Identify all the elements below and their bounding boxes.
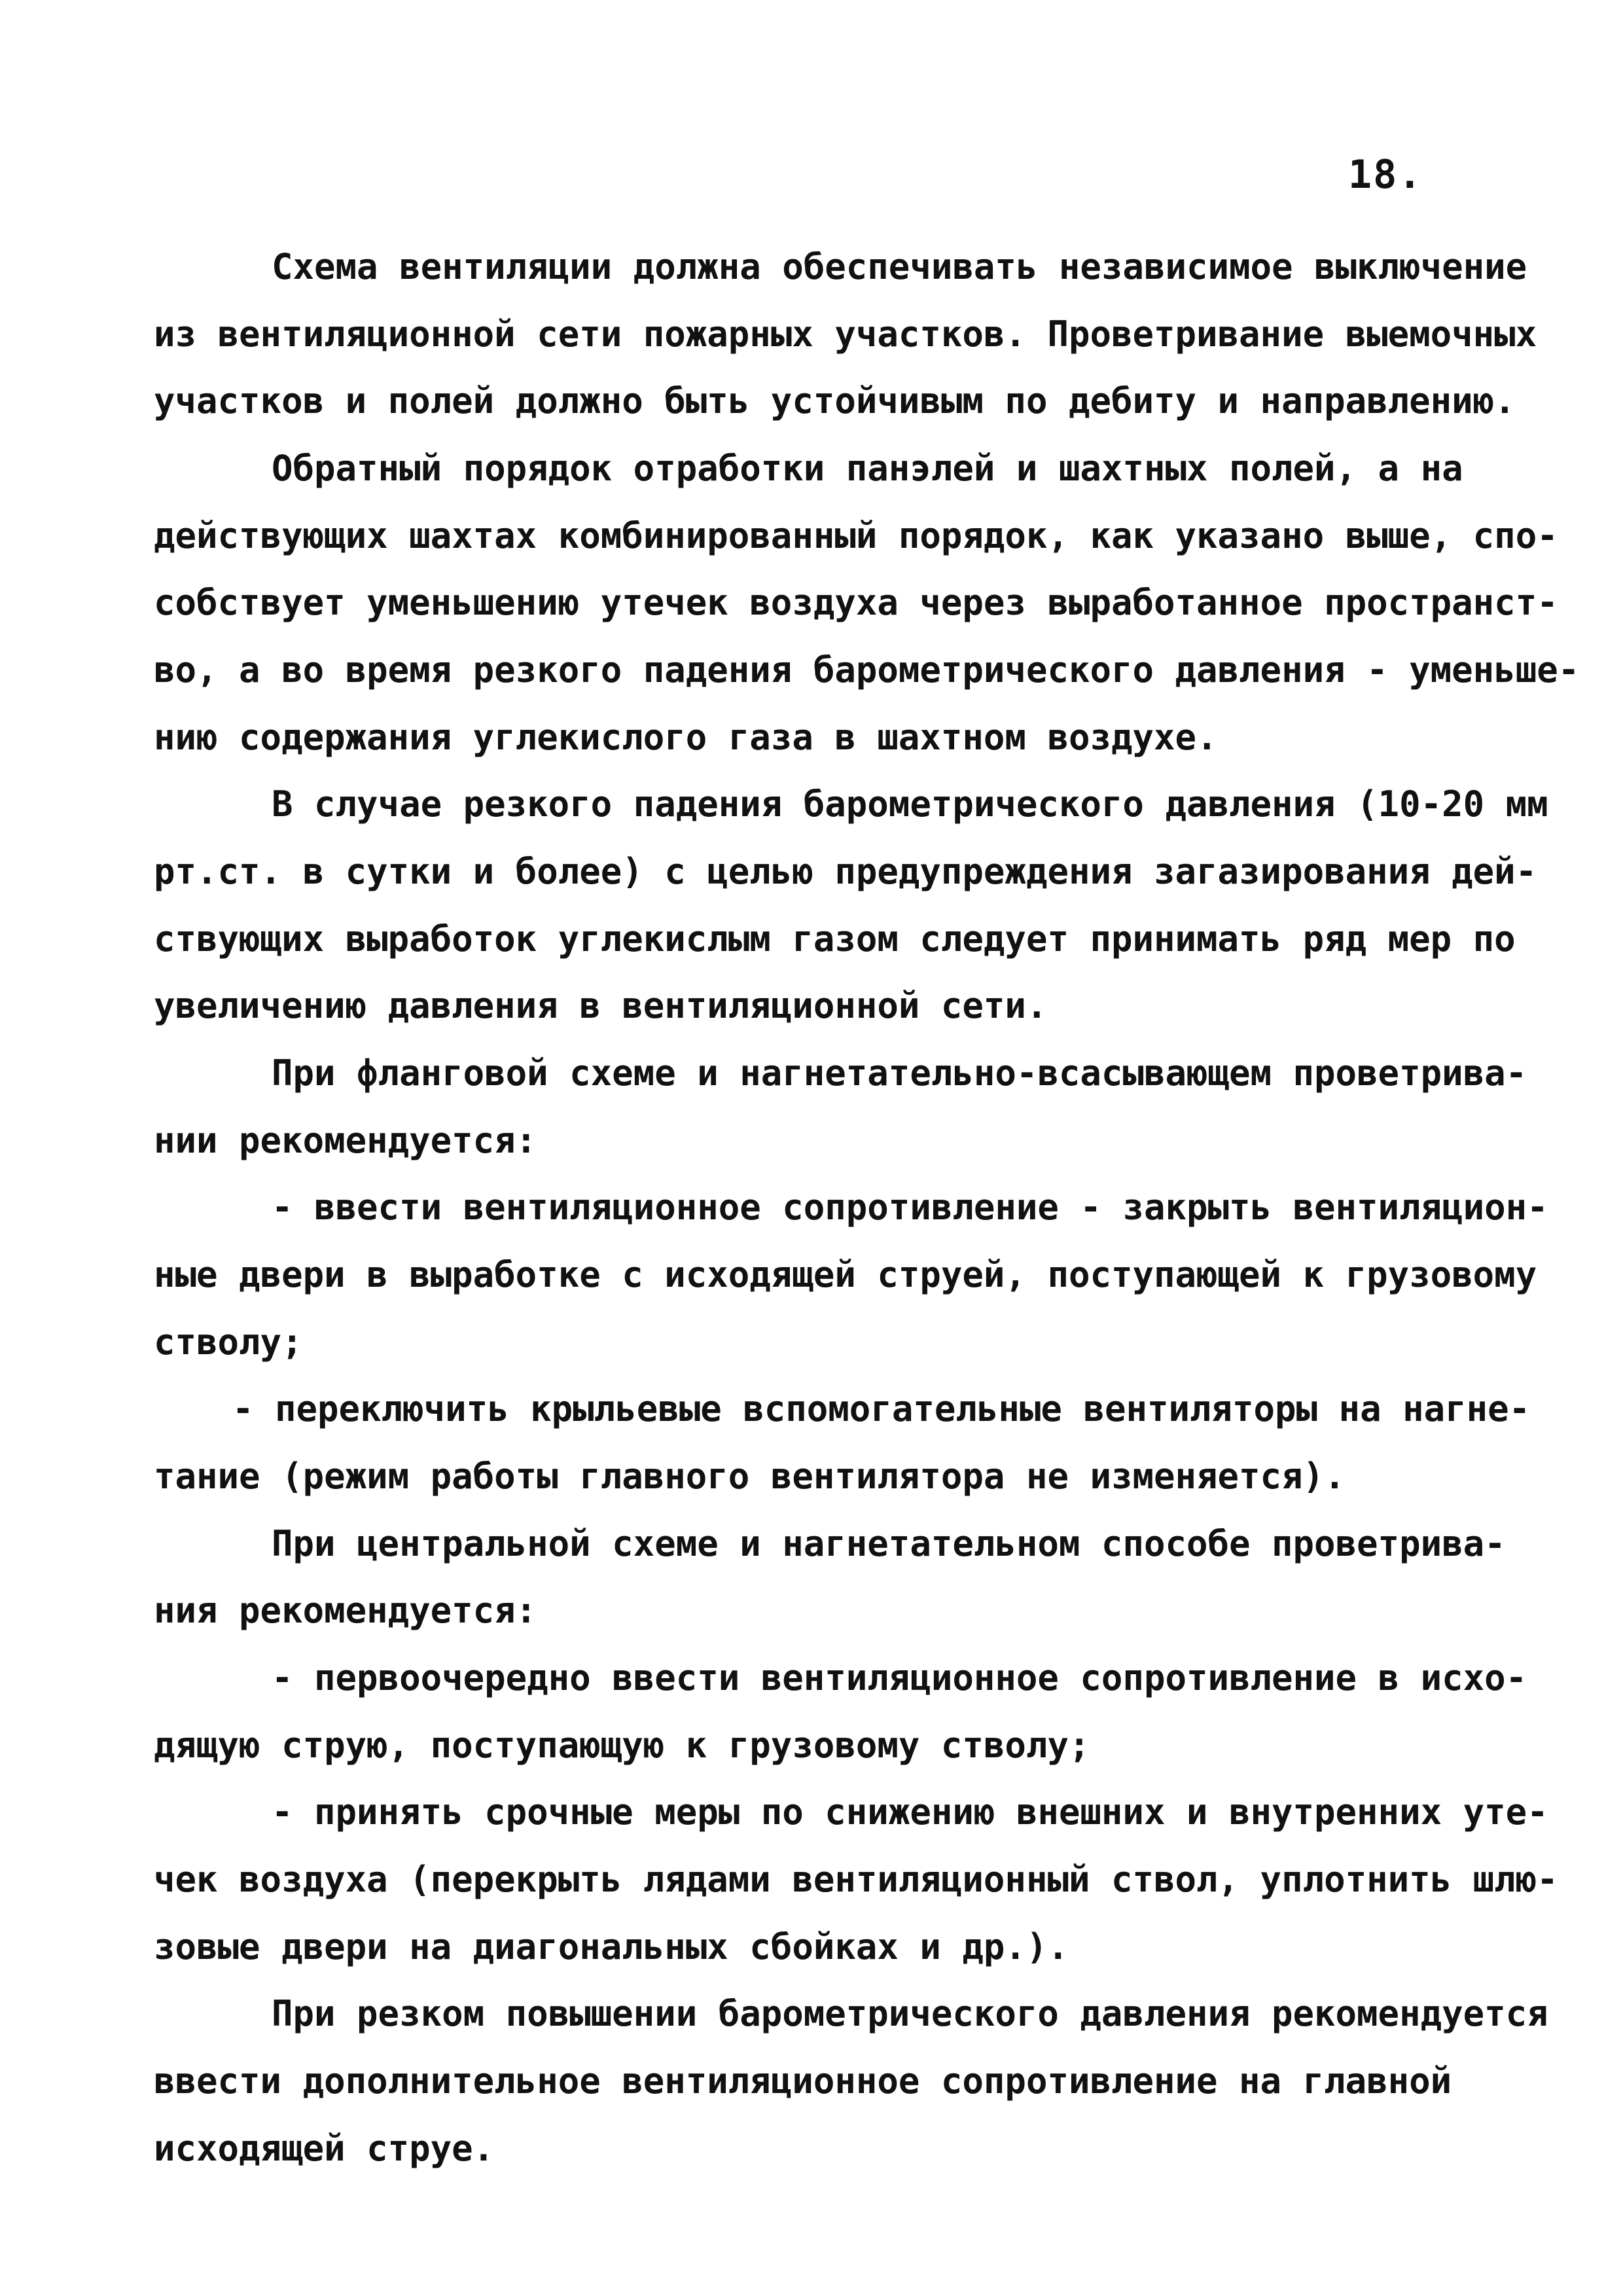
page-number: 18. [1348, 152, 1423, 198]
text-line: При центральной схеме и нагнетательном способе проветрива- [272, 1523, 1506, 1564]
text-line: дящую струю, поступающую к грузовому стволу; [154, 1725, 1090, 1766]
text-line: При резком повышении барометрического давления рекомендуется [272, 1993, 1548, 2034]
text-line: тание (режим работы главного вентилятора не изменяется). [154, 1456, 1346, 1497]
text-line: ввести дополнительное вентиляционное сопротивление на главной [154, 2060, 1452, 2102]
text-line: Обратный порядок отработки панэлей и шахтных полей, а на [272, 448, 1463, 489]
text-line: - переключить крыльевые вспомогательные вентиляторы на нагне- [232, 1388, 1531, 1429]
text-line: - первоочередно ввести вентиляционное сопротивление в исхо- [272, 1657, 1527, 1698]
text-line: рт.ст. в сутки и более) с целью предупреждения загазирования дей- [154, 851, 1537, 892]
text-line: В случае резкого падения барометрического давления (10-20 мм [272, 783, 1548, 825]
text-line: Схема вентиляции должна обеспечивать независимое выключение [272, 246, 1527, 287]
text-line: ния рекомендуется: [154, 1590, 537, 1631]
text-line: увеличению давления в вентиляционной сети. [154, 985, 1048, 1026]
text-line: - ввести вентиляционное сопротивление - закрыть вентиляцион- [272, 1187, 1548, 1228]
text-line: зовые двери на диагональных сбойках и др.). [154, 1926, 1069, 1967]
text-line: нию содержания углекислого газа в шахтном воздухе. [154, 717, 1218, 758]
text-line: стволу; [154, 1321, 303, 1363]
text-line: действующих шахтах комбинированный порядок, как указано выше, спо- [154, 515, 1558, 556]
text-line: ствующих выработок углекислым газом следует принимать ряд мер по [154, 918, 1516, 960]
text-line: чек воздуха (перекрыть лядами вентиляционный ствол, уплотнить шлю- [154, 1859, 1558, 1900]
text-line: нии рекомендуется: [154, 1120, 537, 1161]
text-line: участков и полей должно быть устойчивым по дебиту и направлению. [154, 380, 1516, 422]
text-line: во, а во время резкого падения барометрического давления - уменьше- [154, 649, 1580, 691]
text-line: из вентиляционной сети пожарных участков. Проветривание выемочных [154, 314, 1537, 355]
text-line: - принять срочные меры по снижению внешних и внутренних уте- [272, 1791, 1548, 1833]
text-line: ные двери в выработке с исходящей струей, поступающей к грузовому [154, 1254, 1537, 1295]
text-line: собствует уменьшению утечек воздуха через выработанное пространст- [154, 582, 1558, 623]
text-line: исходящей струе. [154, 2128, 495, 2169]
text-line: При фланговой схеме и нагнетательно-всасывающем проветрива- [272, 1052, 1527, 1094]
